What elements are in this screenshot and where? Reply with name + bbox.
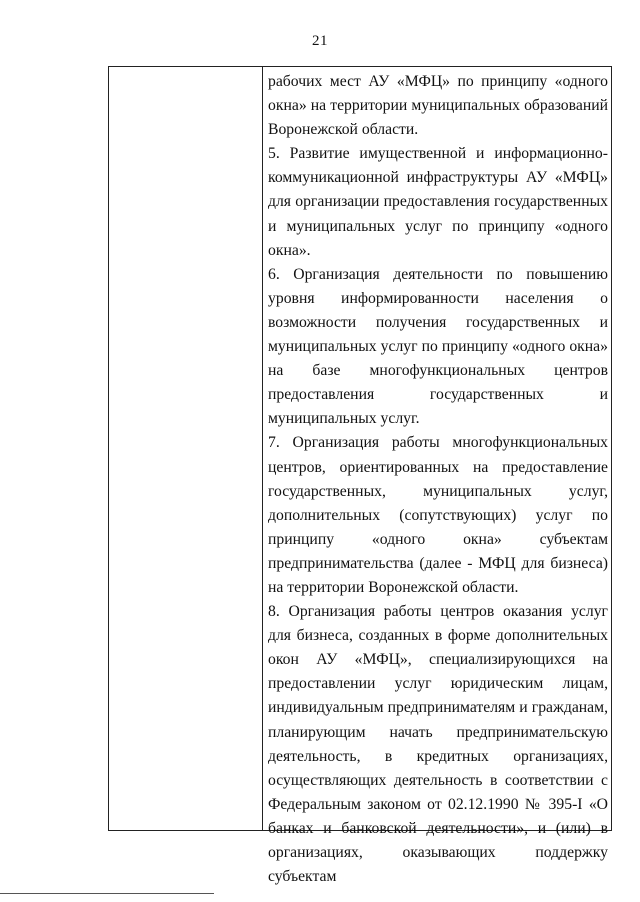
paragraph-item-6: 6. Организация деятельности по повышению уровня информированности населения о возможности получения государственных и муниципальных услуг по принципу «одного окна» на базе многофункциональных центров предоставления государственных и муниципальных услуг. — [268, 265, 608, 428]
paragraph-continuation: рабочих мест АУ «МФЦ» по принципу «одного окна» на территории муниципальных образований Воронежской области. — [268, 73, 608, 139]
footer-rule — [0, 893, 214, 894]
paragraph-item-8: 8. Организация работы центров оказания услуг для бизнеса, созданных в форме дополнительных окон АУ «МФЦ», специализирующихся на предоставлении услуг юридическим лицам, индивидуальным предпринимателям и гражданам, планирующим начать предпринимательскую деятельность, в кредитных организациях, осуществляющих деятельность в соответствии с Федеральным законом от 02.12.1990 № 395-I «О банках и банковской деятельности», и (или) в организациях, оказывающих поддержку субъектам — [268, 603, 608, 886]
table-right-cell — [268, 70, 608, 889]
paragraph-item-7: 7. Организация работы многофункциональных центров, ориентированных на предоставление государственных, муниципальных услуг, дополнительных (сопутствующих) услуг по принципу «одного окна» субъектам предпринимательства (далее - МФЦ для бизнеса) на территории Воронежской области. — [268, 434, 608, 596]
paragraph-item-5: 5. Развитие имущественной и информационно-коммуникационной инфраструктуры АУ «МФЦ» для организации предоставления государственных и муниципальных услуг по принципу «одного окна». — [268, 145, 608, 259]
content-table — [108, 66, 612, 886]
table-left-cell — [109, 67, 263, 830]
page-number: 21 — [312, 33, 328, 49]
